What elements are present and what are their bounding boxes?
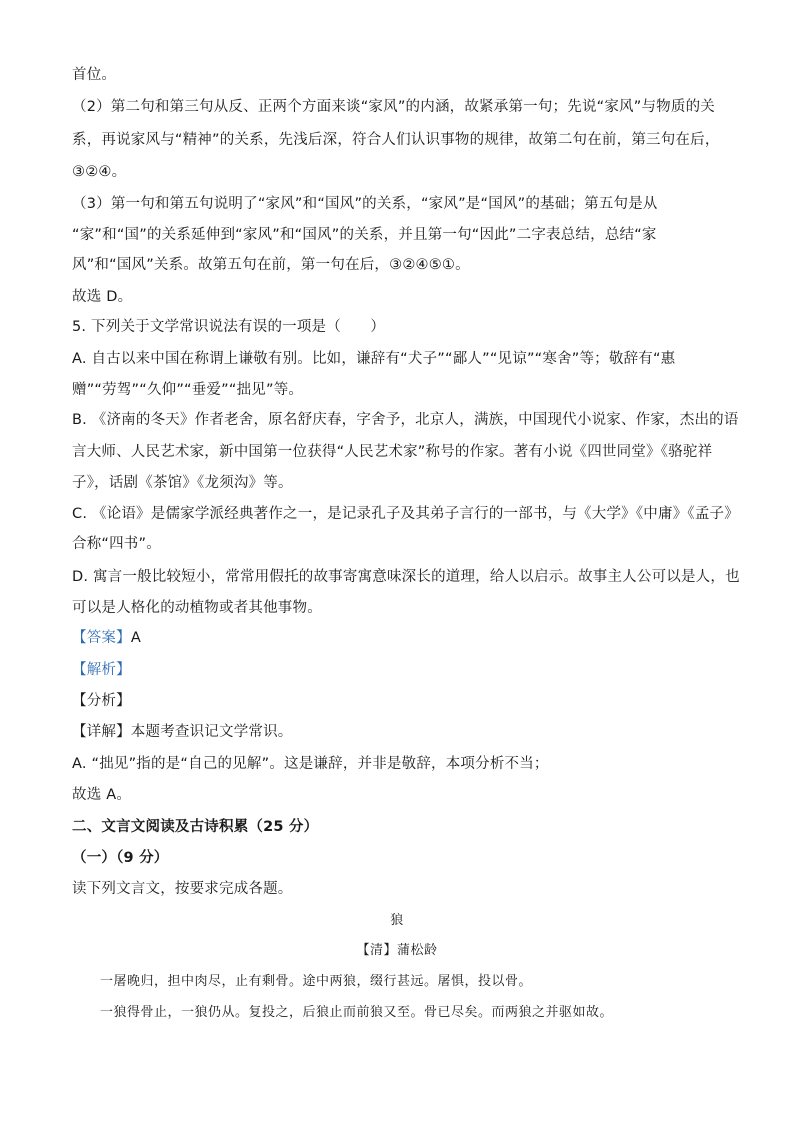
answer-label: 【答案】 xyxy=(72,630,131,646)
poem-line: 一狼得骨止，一狼仍从。复投之，后狼止而前狼又至。骨已尽矣。而两狼之并驱如故。 xyxy=(100,1005,614,1020)
option-b-cont: 言大师、人民艺术家，新中国第一位获得“人民艺术家”称号的作家。著有小说《四世同堂》《骆驼祥 xyxy=(72,444,713,460)
section-title: 二、文言文阅读及古诗积累（25 分） xyxy=(72,819,319,835)
analysis-label: 【解析】 xyxy=(72,662,131,678)
poem-title: 狼 xyxy=(390,913,404,928)
option-b: B. 《济南的冬天》作者老舍，原名舒庆春，字舍予，北京人，满族，中国现代小说家、作家，杰出的语 xyxy=(72,412,739,428)
detail-line: 【详解】本题考查识记文学常识。 xyxy=(72,724,293,740)
option-b-cont: 子》，话剧《茶馆》《龙须沟》等。 xyxy=(72,475,293,491)
text-line: 风”和“国风”关系。故第五句在前，第一句在后，③②④⑤①。 xyxy=(72,257,470,273)
text-line: 系，再说家风与“精神”的关系，先浅后深，符合人们认识事物的规律，故第二句在前，第三句在后， xyxy=(72,132,720,148)
option-d: D. 寓言一般比较短小，常常用假托的故事寄寓意味深长的道理，给人以启示。故事主人公可以是人，也 xyxy=(72,569,740,585)
instruction: 读下列文言文，按要求完成各题。 xyxy=(72,881,293,897)
poem-author: 【清】蒲松龄 xyxy=(356,943,438,958)
conclusion: 故选 A。 xyxy=(72,787,132,803)
text-line: 故选 D。 xyxy=(72,289,133,305)
answer-line xyxy=(72,629,722,647)
detail-a: A. “拙见”指的是“自己的见解”。这是谦辞，并非是敬辞，本项分析不当； xyxy=(72,756,549,772)
option-d-cont: 可以是人格化的动植物或者其他事物。 xyxy=(72,600,322,616)
option-a-cont: 赠”“劳驾”“久仰”“垂爱”“拙见”等。 xyxy=(72,382,304,398)
option-c-cont: 合称“四书”。 xyxy=(72,536,161,552)
option-c: C. 《论语》是儒家学派经典著作之一，是记录孔子及其弟子言行的一部书，与《大学》《中庸》《孟子》 xyxy=(72,506,739,522)
text-line: （3）第一句和第五句说明了“家风”和“国风”的关系，“家风”是“国风”的基础；第五句是从 xyxy=(72,196,658,212)
answer-value: A xyxy=(130,630,141,646)
option-a: A. 自古以来中国在称谓上谦敬有别。比如，谦辞有“犬子”“鄙人”“见谅”“寒舍”等；敬辞有“惠 xyxy=(72,351,676,367)
text-line: “家”和“国”的关系延伸到“家风”和“国风”的关系，并且第一句“因此”二字表总结，总结“家 xyxy=(72,227,657,243)
question-stem: 5. 下列关于文学常识说法有误的一项是（ ） xyxy=(72,319,386,335)
text-line: 首位。 xyxy=(72,67,117,83)
subsection-title: （一）（9 分） xyxy=(72,850,169,866)
fenxi-label: 【分析】 xyxy=(72,693,131,709)
poem-line: 一屠晚归，担中肉尽，止有剩骨。途中两狼，缀行甚远。屠惧，投以骨。 xyxy=(100,974,533,989)
text-line: ③②④。 xyxy=(72,164,127,180)
text-line: （2）第二句和第三句从反、正两个方面来谈“家风”的内涵，故紧承第一句；先说“家风”与物质的关 xyxy=(72,99,715,115)
